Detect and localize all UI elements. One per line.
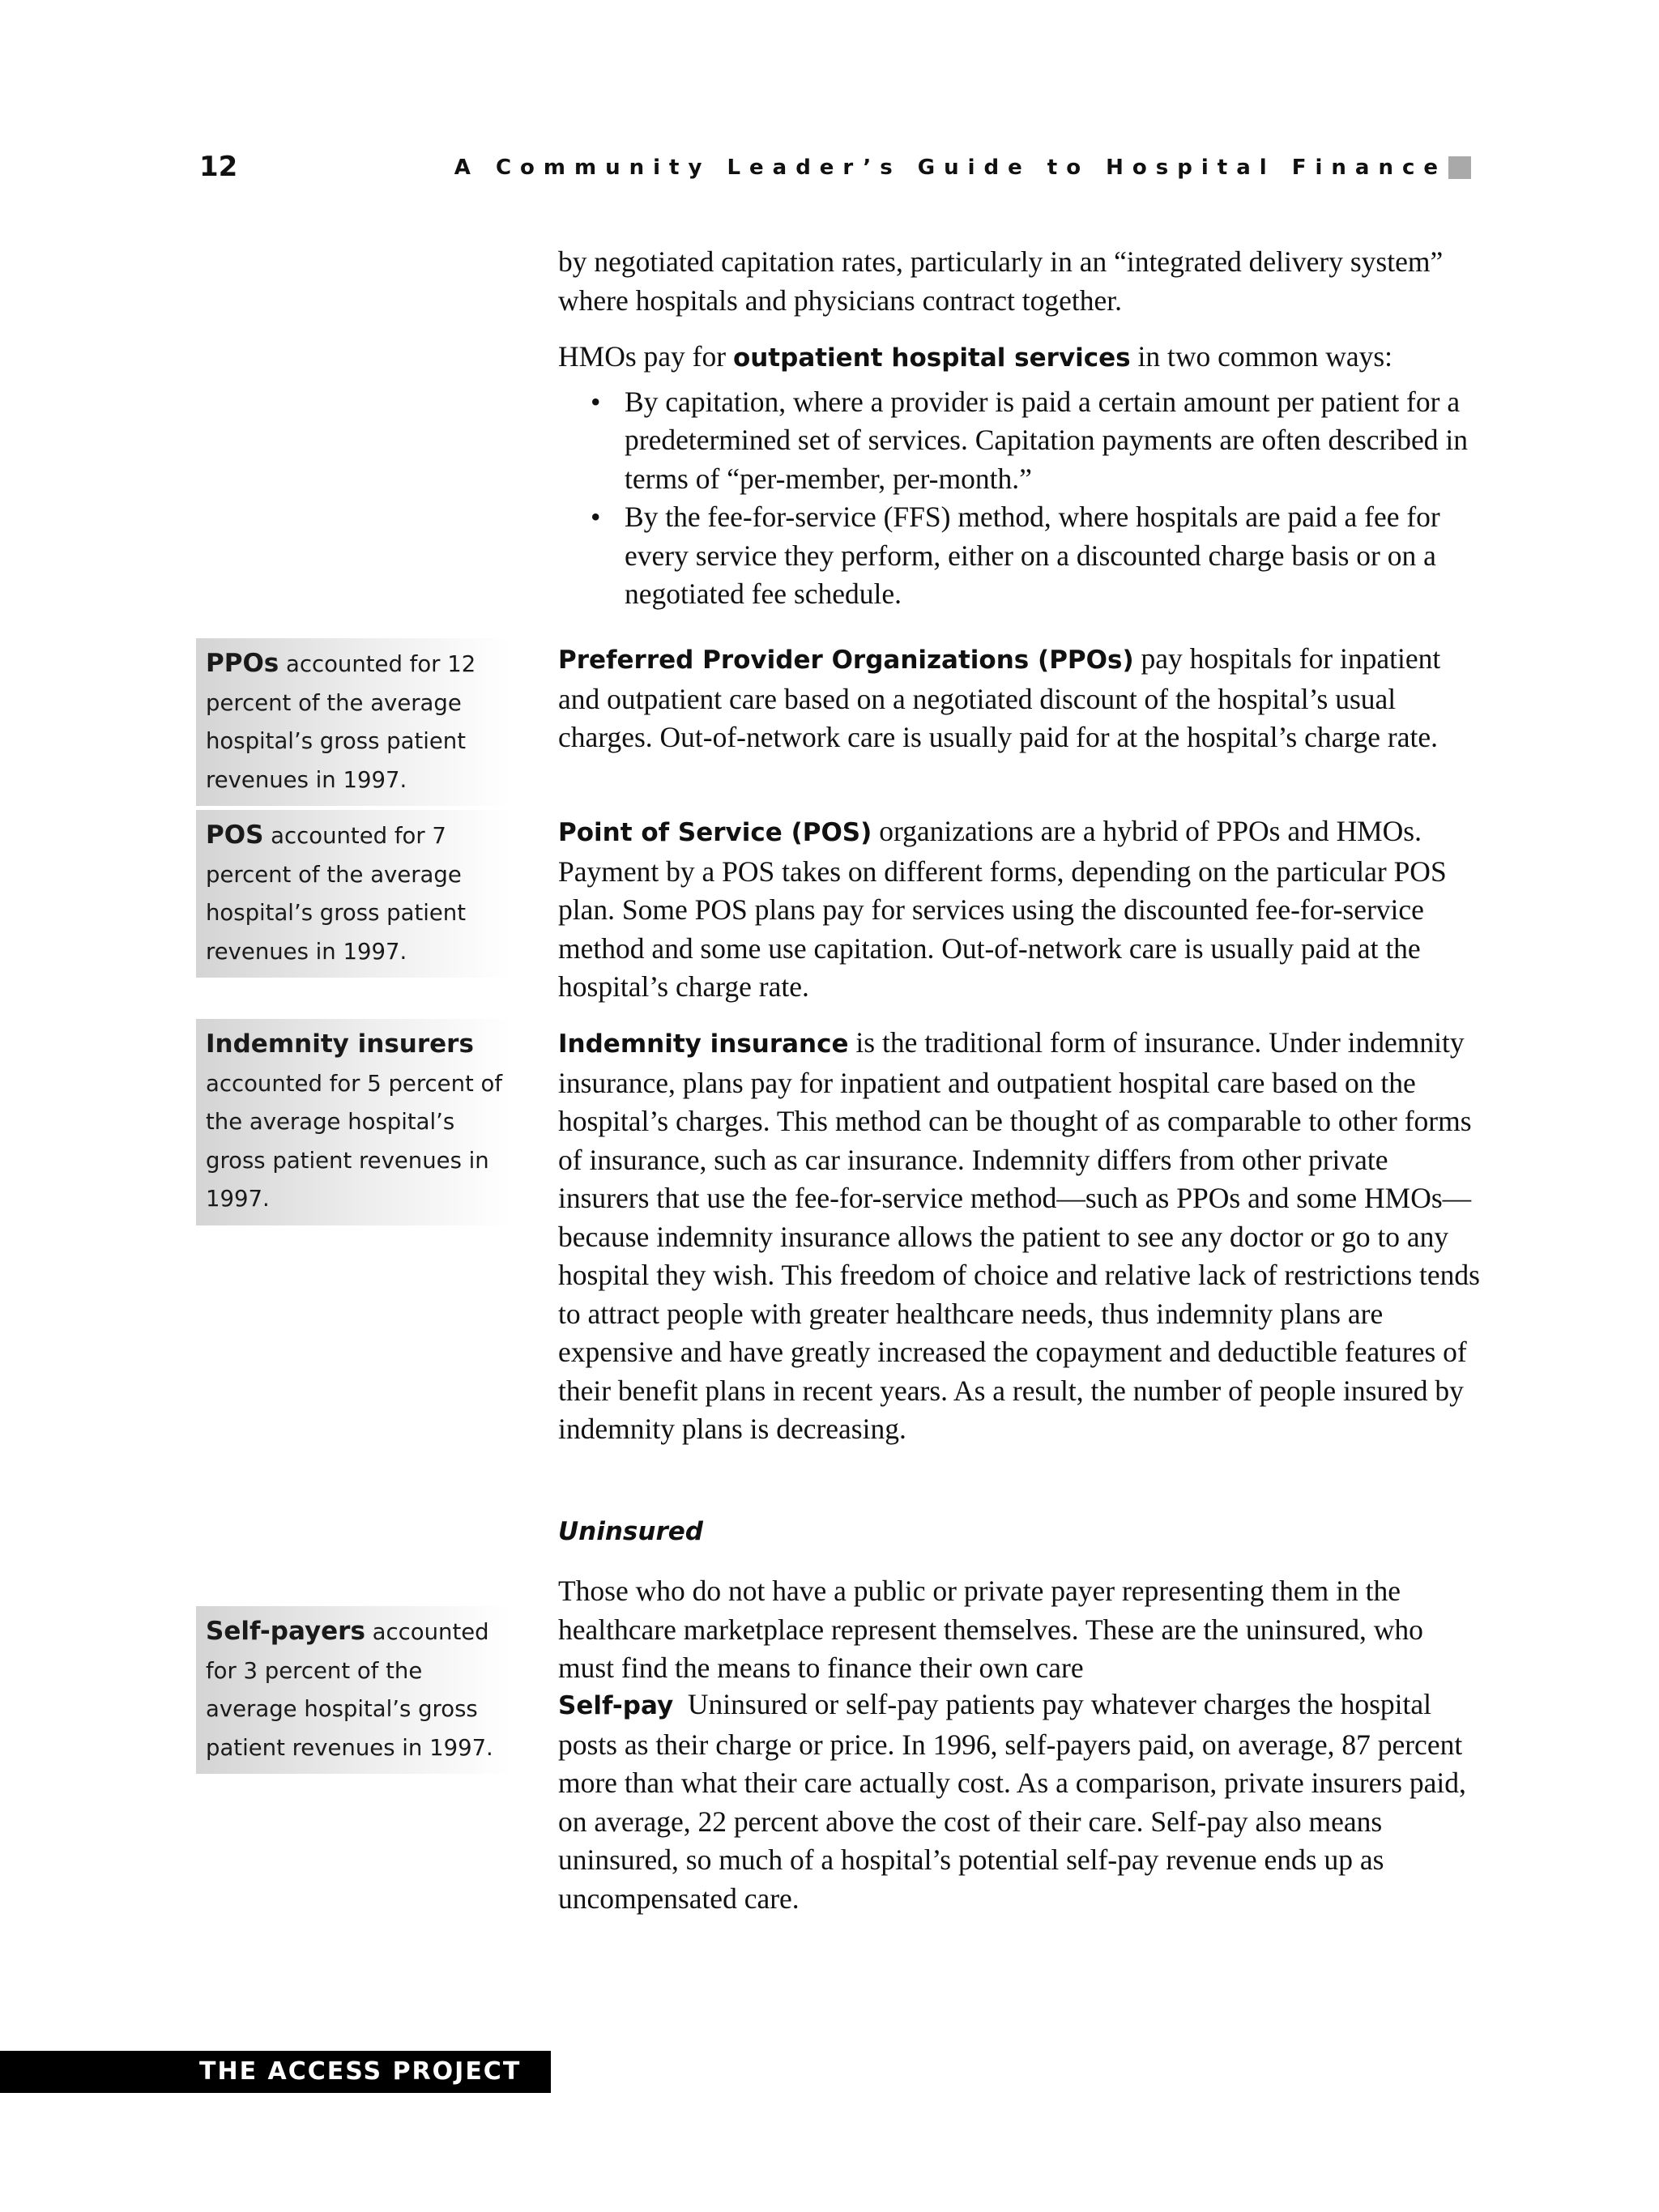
sidebar-ppos bbox=[196, 638, 512, 806]
outpatient-services-term: outpatient hospital services bbox=[732, 343, 1131, 373]
list-item-text: By the fee-for-service (FFS) method, where hospitals are paid a fee for every service they perform, either on a discounted charge basis or on a negotiated fee schedule. bbox=[625, 501, 1440, 610]
sidebar-self-payers bbox=[196, 1606, 512, 1774]
sidebar-term: Self-payers bbox=[206, 1617, 365, 1646]
payment-methods-list bbox=[558, 383, 1482, 614]
sidebar-text: accounted for 12 percent of the average hospital’s gross patient revenues in 1997. bbox=[206, 651, 476, 793]
hmo-outpatient-post: in two common ways: bbox=[1130, 340, 1393, 373]
list-item-fee-for-service bbox=[558, 498, 1482, 614]
sidebar-indemnity-insurers bbox=[196, 1019, 512, 1225]
ppo-text: pay hospitals for inpatient and outpatient care based on a negotiated discount of the hospital’s usual charges. Out-of-network care is usually paid for at the hospital’s charge rate. bbox=[558, 642, 1441, 753]
paragraph-pos bbox=[558, 812, 1482, 1007]
paragraph-hmo-outpatient bbox=[558, 338, 1482, 378]
ppo-term: Preferred Provider Organizations (PPOs) bbox=[558, 646, 1134, 675]
list-item-capitation bbox=[558, 383, 1482, 499]
sidebar-term: Indemnity insurers bbox=[206, 1029, 474, 1059]
indemnity-text: is the traditional form of insurance. Under indemnity insurance, plans pay for inpatient and outpatient hospital care based on the hospital’s charges. This method can be thought of as comparable to other forms of insurance, such as car insurance. Indemnity differs from other private insurers that use the fee-for-service method—such as PPOs and some HMOs—because indemnity insurance allows the patient to see any doctor or go to any hospital they wish. This freedom of choice and relative lack of restrictions tends to attract people with greater healthcare needs, thus indemnity plans are expensive and have greatly increased the copayment and deductible features of their benefit plans in recent years. As a result, the number of people insured by indemnity plans is decreasing. bbox=[558, 1026, 1480, 1445]
paragraph-self-pay bbox=[558, 1686, 1482, 1918]
sidebar-text: accounted for 7 percent of the average hospital’s gross patient revenues in 1997. bbox=[206, 823, 467, 965]
hmo-outpatient-pre: HMOs pay for bbox=[558, 340, 733, 373]
footer-publisher-bar: THE ACCESS PROJECT bbox=[0, 2051, 551, 2093]
pos-term: Point of Service (POS) bbox=[558, 818, 872, 847]
main-text-column bbox=[558, 243, 1482, 1915]
paragraph-capitation-rates: by negotiated capitation rates, particularly in an “integrated delivery system” where hospitals and physicians contract together. bbox=[558, 245, 1444, 317]
subheading-uninsured: Uninsured bbox=[558, 1517, 703, 1546]
sidebar-pos bbox=[196, 810, 512, 978]
bullet-icon: • bbox=[591, 385, 601, 418]
self-pay-term: Self-pay bbox=[558, 1691, 674, 1720]
running-title: A Community Leader’s Guide to Hospital Finance bbox=[454, 156, 1447, 180]
bullet-icon: • bbox=[591, 501, 601, 533]
list-item-text: By capitation, where a provider is paid a certain amount per patient for a predetermined set of services. Capitation payments are often described in terms of “per-member, per-month.” bbox=[625, 385, 1468, 495]
sidebar-text: accounted for 5 percent of the average hospital’s gross patient revenues in 1997. bbox=[206, 1070, 503, 1212]
pos-text: organizations are a hybrid of PPOs and HMOs. Payment by a POS takes on different forms, depending on the particular POS plan. Some POS plans pay for services using the discounted fee-for-service method and some use capitation. Out-of-network care is usually paid at the hospital’s charge rate. bbox=[558, 815, 1447, 1003]
sidebar-text: accounted for 3 percent of the average hospital’s gross patient revenues in 1997. bbox=[206, 1619, 493, 1761]
paragraph-ppo bbox=[558, 640, 1482, 757]
paragraph-indemnity bbox=[558, 1024, 1482, 1449]
paragraph-uninsured: Those who do not have a public or private payer representing them in the healthcare marketplace represent themselves. These are the uninsured, who must find the means to finance their own care bbox=[558, 1575, 1423, 1684]
indemnity-term: Indemnity insurance bbox=[558, 1029, 849, 1059]
header-square-ornament bbox=[1448, 156, 1471, 179]
sidebar-term: POS bbox=[206, 820, 264, 850]
page-number: 12 bbox=[199, 151, 238, 183]
sidebar-term: PPOs bbox=[206, 649, 279, 678]
self-pay-text: Uninsured or self-pay patients pay whatever charges the hospital posts as their charge or price. In 1996, self-payers paid, on average, 87 percent more than what their care actually cost. As a comparison, private insurers paid, on average, 22 percent above the cost of their care. Self-pay also means uninsured, so much of a hospital’s potential self-pay revenue ends up as uncompensated care. bbox=[558, 1688, 1473, 1915]
